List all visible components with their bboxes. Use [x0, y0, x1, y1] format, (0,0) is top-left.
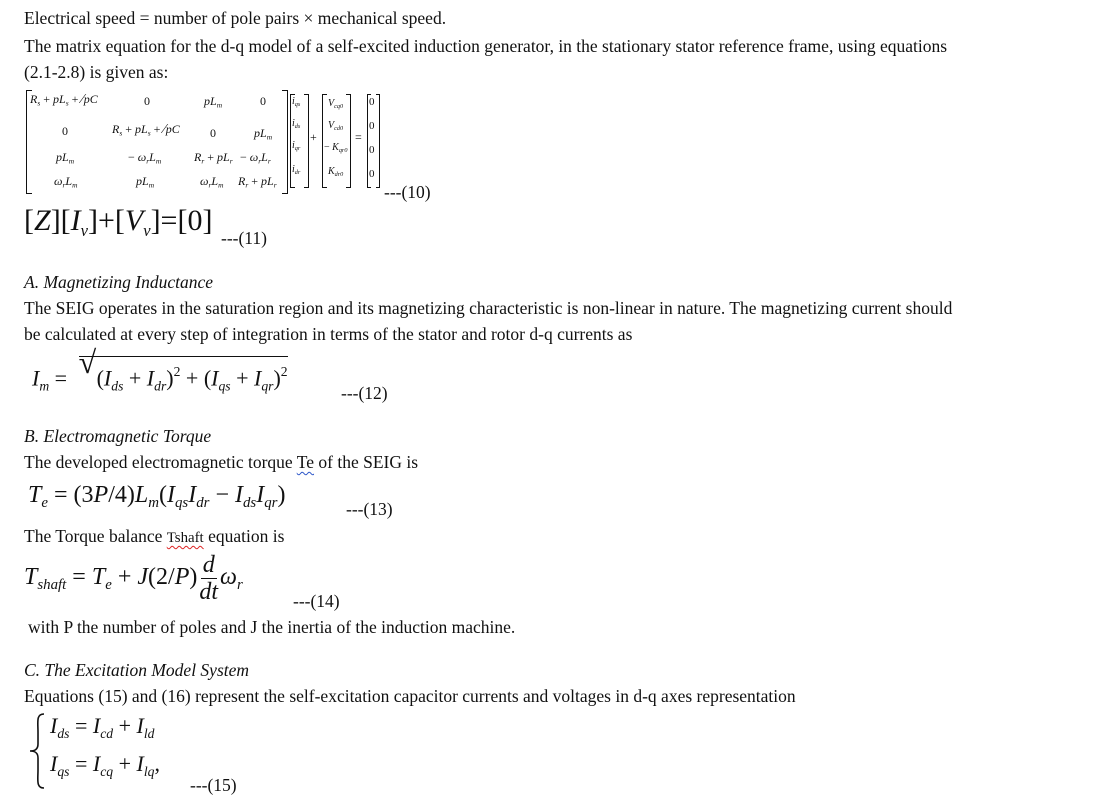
- matrix-cell: $pL_m$: [204, 94, 223, 110]
- torque-line-post: equation is: [203, 526, 285, 546]
- matrix-cell: 0: [210, 126, 216, 140]
- section-b-title: B. Electromagnetic Torque: [24, 426, 212, 446]
- equation-12: $I_m$ = √ $(I_{ds} + I_{dr})^2 + (I_{qs} + I_{qr})^2$: [32, 356, 288, 401]
- vector-cell: 0: [369, 120, 375, 132]
- matrix-cell: $pL_m$: [136, 174, 155, 190]
- left-brace: [28, 712, 48, 790]
- matrix-cell: $pL_m$: [254, 126, 273, 142]
- matrix-cell: − $\omega_rL_r$: [240, 150, 271, 166]
- matrix-cell: $pL_m$: [56, 150, 75, 166]
- section-b-line1-post: of the SEIG is: [314, 452, 419, 472]
- torque-balance-line: [24, 526, 284, 548]
- matrix-equation-10: [24, 88, 384, 196]
- para-matrix-intro-line1: The matrix equation for the d-q model of a self-excited induction generator, in the stationary stator reference frame, using equations: [24, 36, 948, 56]
- matrix-cell: $R_s + pL_s$ + ⁄pC: [112, 122, 180, 138]
- para-electrical-speed: Electrical speed = number of pole pairs × mechanical speed.: [24, 8, 447, 28]
- vector-cell: 0: [369, 144, 375, 156]
- vector-cell: 0: [369, 168, 375, 180]
- section-b-line1: [24, 452, 418, 472]
- vector-cell: $i_{dr}$: [292, 164, 301, 177]
- vector-v-right-bracket: [346, 94, 351, 188]
- vector-i-right-bracket: [304, 94, 309, 188]
- section-b-line1-pre: The developed electromagnetic torque: [24, 452, 297, 472]
- equation-13: $T_e = (3P/4)L_m(I_{qs}I_{dr} - I_{ds}I_{qr})$: [28, 482, 286, 512]
- plus-sign: +: [310, 130, 317, 144]
- matrix-cell: 0: [144, 94, 150, 108]
- matrix-cell: 0: [62, 124, 68, 138]
- eq15-row2: $I_{qs} = I_{cq} + I_{lq}$,: [50, 751, 160, 779]
- matrix-cell: 0: [260, 94, 266, 108]
- section-c-title: C. The Excitation Model System: [24, 660, 250, 680]
- matrix-cell: $R_r + pL_r$: [194, 150, 233, 166]
- torque-line-pre: The Torque balance: [24, 526, 167, 546]
- para-matrix-intro-line2: (2.1-2.8) is given as:: [24, 62, 169, 82]
- equals-sign: =: [355, 130, 362, 144]
- matrix-cell: − $\omega_rL_m$: [128, 150, 162, 166]
- section-a-line2: be calculated at every step of integration in terms of the stator and rotor d-q currents as: [24, 324, 633, 344]
- vector-cell: $V_{cd0}$: [328, 120, 344, 133]
- te-word: Te: [296, 452, 315, 472]
- equation-14: $T_{shaft} = T_e + J(2/P)$ $\frac{d}{dt}$ $\omega_r$: [24, 551, 243, 605]
- eq15-row1: $I_{ds} = I_{cd} + I_{ld}$: [50, 713, 155, 741]
- vector-cell: $i_{qr}$: [292, 140, 301, 153]
- vector-cell: 0: [369, 96, 375, 108]
- section-c-line1: Equations (15) and (16) represent the self-excitation capacitor currents and voltages in d-q axes representation: [24, 686, 796, 706]
- vector-v-left-bracket: [322, 94, 327, 188]
- vector-cell: $i_{ds}$: [292, 118, 301, 131]
- eq15-label: ---(15): [190, 775, 237, 795]
- tshaft-word: Tshaft: [166, 530, 204, 546]
- vector-cell: − $K_{qr0}$: [324, 142, 348, 155]
- vector-cell: $i_{qs}$: [292, 96, 301, 109]
- matrix-cell: $\omega_rL_m$: [200, 174, 224, 190]
- eq12-label: ---(12): [341, 383, 388, 403]
- eq11-label: ---(11): [221, 228, 267, 248]
- matrix-z-right-bracket: [282, 90, 288, 194]
- with-p-line: with P the number of poles and J the inertia of the induction machine.: [28, 617, 516, 637]
- matrix-cell: $R_s + pL_s$ + ⁄pC: [30, 92, 98, 108]
- vector-zero-right-bracket: [376, 94, 380, 188]
- eq14-label: ---(14): [293, 591, 340, 611]
- matrix-cell: $R_r + pL_r$: [238, 174, 277, 190]
- vector-cell: $K_{dr0}$: [328, 166, 344, 179]
- equation-11: $[Z][I_v]+[V_v]=[0]$: [24, 204, 213, 240]
- section-a-line1: The SEIG operates in the saturation region and its magnetizing characteristic is non-linear in nature. The magnetizing current should: [24, 298, 953, 318]
- vector-cell: $V_{cq0}$: [328, 98, 344, 111]
- section-a-title: A. Magnetizing Inductance: [24, 272, 214, 292]
- eq13-label: ---(13): [346, 499, 393, 519]
- matrix-cell: $\omega_rL_m$: [54, 174, 78, 190]
- eq10-label: ---(10): [384, 182, 431, 202]
